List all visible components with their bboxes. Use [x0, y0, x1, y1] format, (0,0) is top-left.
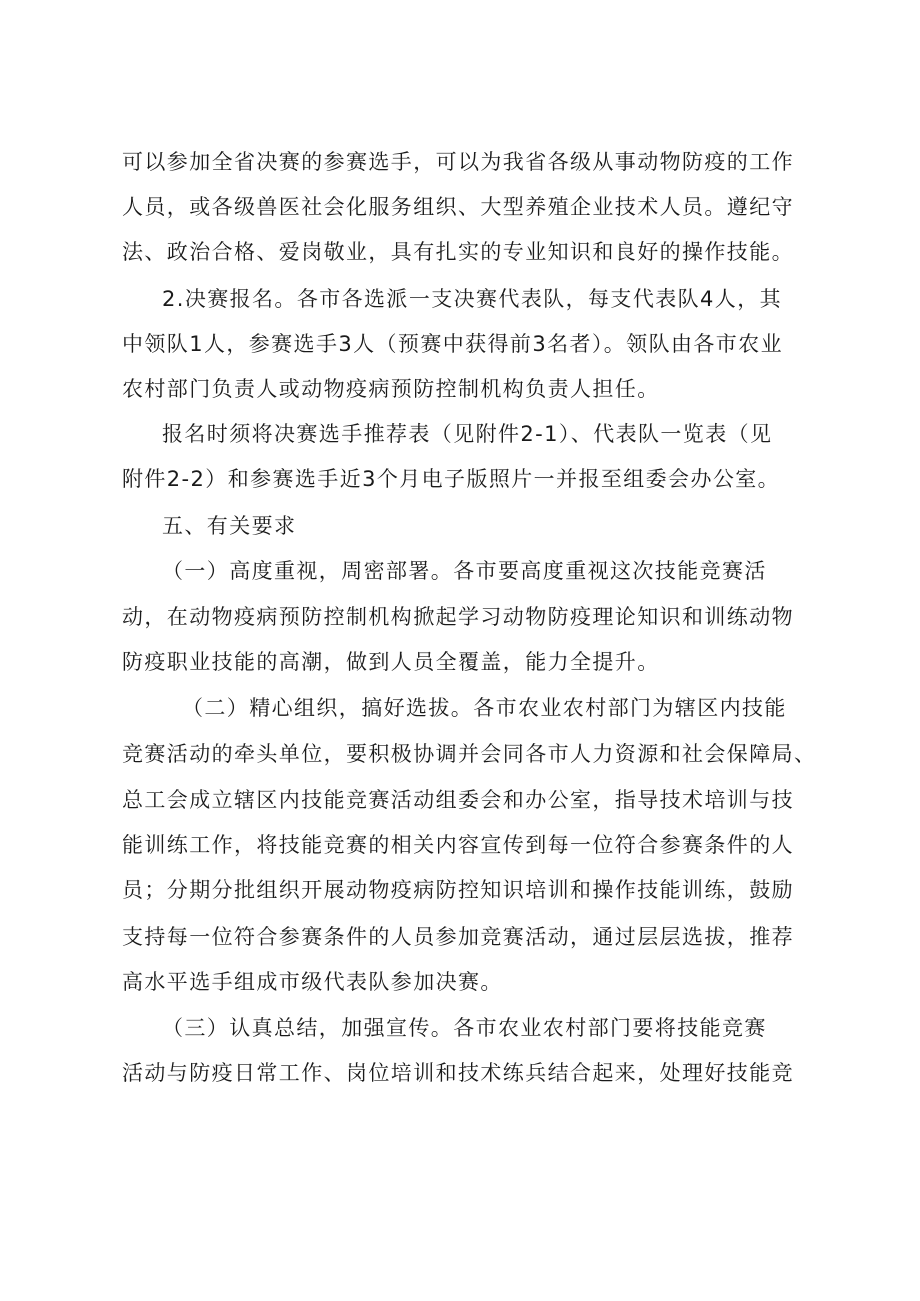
text-line: （一）高度重视，周密部署。各市要高度重视这次技能竞赛活 [162, 559, 767, 583]
text-line: （三）认真总结，加强宣传。各市农业农村部门要将技能竞赛 [162, 1016, 767, 1040]
text-line: （二）精心组织，搞好选拔。各市农业农村部门为辖区内技能 [182, 696, 787, 720]
text-line: 中领队1人，参赛选手3人（预赛中获得前3名者）。领队由各市农业 [122, 332, 783, 356]
section-heading: 五、有关要求 [162, 514, 297, 538]
text-line: 人员，或各级兽医社会化服务组织、大型养殖企业技术人员。遵纪守 [122, 195, 794, 219]
text-line: 活动与防疫日常工作、岗位培训和技术练兵结合起来，处理好技能竞 [122, 1061, 794, 1085]
text-line: 能训练工作，将技能竞赛的相关内容宣传到每一位符合参赛条件的人 [122, 833, 794, 857]
text-line: 总工会成立辖区内技能竞赛活动组委会和办公室，指导技术培训与技 [122, 788, 794, 812]
text-line: 2.决赛报名。各市各选派一支决赛代表队，每支代表队4人，其 [162, 287, 782, 311]
text-line: 高水平选手组成市级代表队参加决赛。 [122, 970, 503, 994]
text-line: 农村部门负责人或动物疫病预防控制机构负责人担任。 [122, 377, 660, 401]
text-line: 防疫职业技能的高潮，做到人员全覆盖，能力全提升。 [122, 650, 660, 674]
text-line: 竞赛活动的牵头单位，要积极协调并会同各市人力资源和社会保障局、 [122, 742, 817, 766]
text-line: 报名时须将决赛选手推荐表（见附件2-1）、代表队一览表（见 [162, 422, 773, 446]
text-line: 附件2-2）和参赛选手近3个月电子版照片一并报至组委会办公室。 [122, 467, 781, 491]
text-line: 动，在动物疫病预防控制机构掀起学习动物防疫理论知识和训练动物 [122, 605, 794, 629]
text-line: 可以参加全省决赛的参赛选手，可以为我省各级从事动物防疫的工作 [122, 150, 794, 174]
text-line: 员；分期分批组织开展动物疫病防控知识培训和操作技能训练，鼓励 [122, 878, 794, 902]
text-line: 支持每一位符合参赛条件的人员参加竞赛活动，通过层层选拔，推荐 [122, 925, 794, 949]
text-line: 法、政治合格、爱岗敬业，具有扎实的专业知识和良好的操作技能。 [122, 240, 794, 264]
